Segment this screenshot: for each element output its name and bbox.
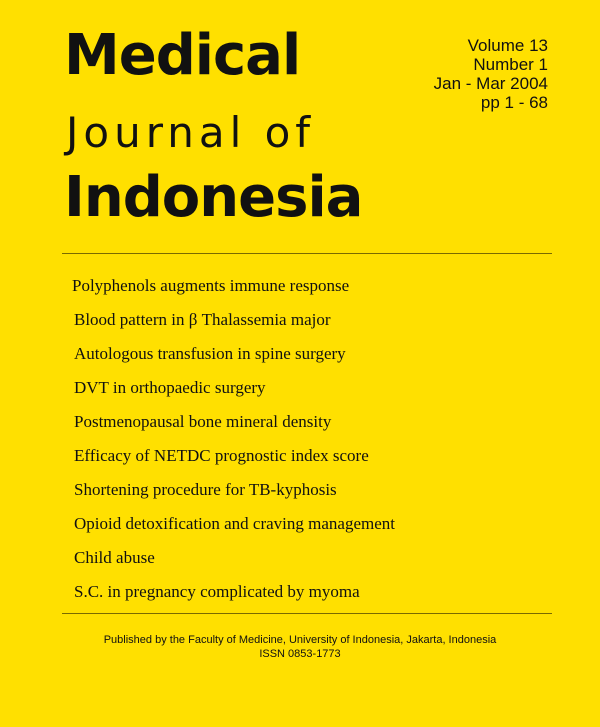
contents-list — [74, 276, 395, 616]
bottom-divider — [62, 613, 552, 614]
contents-item: Postmenopausal bone mineral density — [74, 412, 332, 431]
contents-item: S.C. in pregnancy complicated by myoma — [74, 582, 360, 601]
contents-item: Efficacy of NETDC prognostic index score — [74, 446, 369, 465]
contents-item: Blood pattern in β Thalassemia major — [74, 310, 331, 329]
issue-period: Jan - Mar 2004 — [433, 74, 548, 93]
contents-item: Shortening procedure for TB-kyphosis — [74, 480, 337, 499]
publisher-footer — [0, 633, 600, 661]
contents-item: Child abuse — [74, 548, 155, 567]
issue-pages: pp 1 - 68 — [480, 93, 548, 112]
top-divider — [62, 253, 552, 254]
contents-item: Autologous transfusion in spine surgery — [74, 344, 346, 363]
issue-info — [434, 36, 548, 112]
issn-line: ISSN 0853-1773 — [259, 648, 341, 660]
contents-item: Polyphenols augments immune response — [72, 276, 350, 295]
publisher-line: Published by the Faculty of Medicine, University of Indonesia, Jakarta, Indonesia — [103, 634, 497, 646]
masthead-journal-of: Journal of — [66, 108, 316, 157]
contents-item: DVT in orthopaedic surgery — [74, 378, 266, 397]
issue-number: Number 1 — [473, 55, 548, 74]
masthead-medical: Medical — [64, 23, 301, 88]
masthead-indonesia: Indonesia — [64, 165, 363, 230]
contents-item: Opioid detoxification and craving management — [74, 514, 396, 533]
issue-volume: Volume 13 — [467, 36, 548, 55]
